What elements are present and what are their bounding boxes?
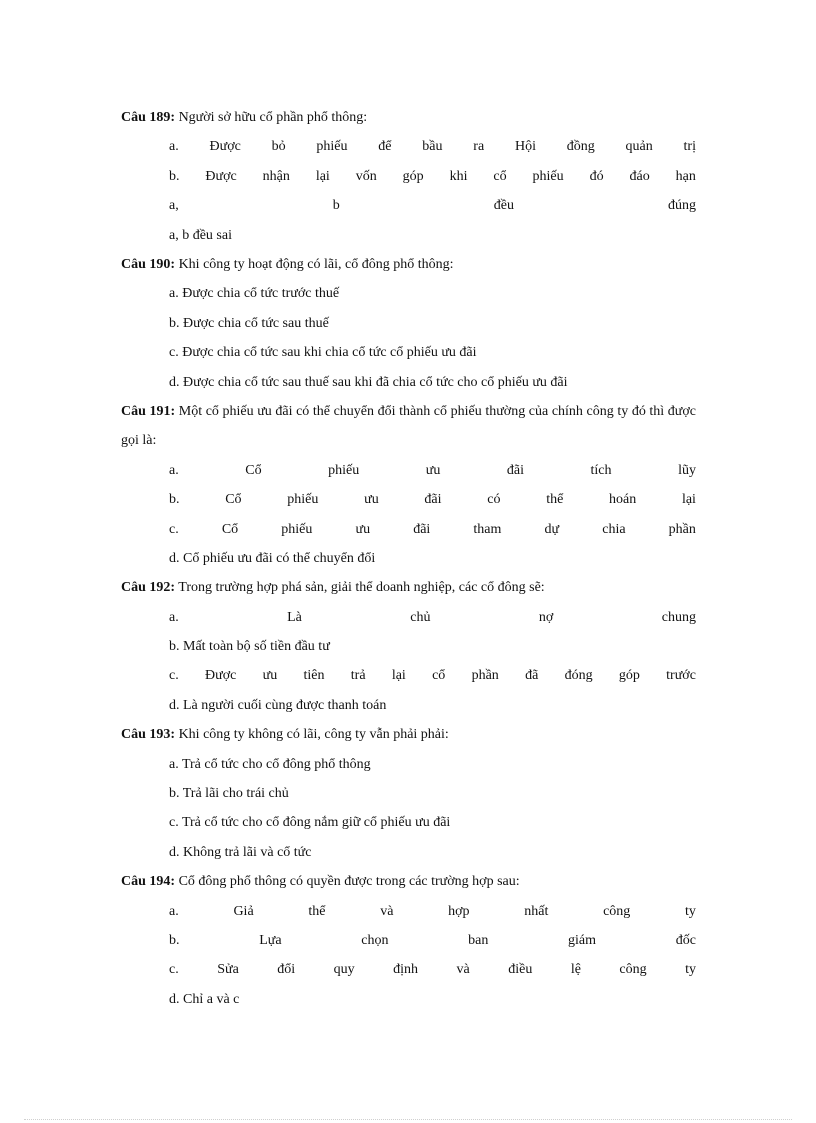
option-word: Là [287, 609, 302, 625]
answer-option [169, 456, 696, 485]
option-word: lại [391, 668, 406, 684]
question-list [121, 103, 696, 1014]
answer-option [169, 603, 696, 632]
option-word: cổ [493, 168, 507, 184]
option-word: chủ [410, 609, 431, 625]
option-word: ty [685, 962, 696, 978]
option-word: thể [308, 903, 326, 919]
option-word: ưu [364, 492, 379, 508]
page-bottom-divider [24, 1119, 792, 1120]
option-word: a. [169, 462, 179, 478]
option-word: có [487, 492, 501, 508]
option-word: Hội [514, 139, 536, 155]
option-word: ban [468, 932, 489, 948]
option-word: bầu [422, 139, 443, 155]
answer-option: c. Trả cổ tức cho cổ đông nắm giữ cổ phiếu ưu đãi [169, 815, 451, 831]
answer-option [169, 132, 696, 161]
answer-option [169, 897, 696, 926]
option-word: tham [473, 521, 502, 537]
option-word: phần [668, 521, 696, 537]
question-label: Câu 189: [121, 110, 176, 125]
option-word: trị [683, 139, 696, 155]
option-word: đáo [629, 168, 650, 184]
option-word: góp [618, 668, 640, 684]
answer-option [169, 485, 696, 514]
option-word: chọn [361, 932, 389, 948]
option-word: để [378, 139, 392, 155]
option-word: b. [169, 492, 180, 508]
option-word: định [393, 962, 419, 978]
option-word: ra [473, 139, 485, 155]
option-word: lại [315, 168, 330, 184]
option-word: Sửa [217, 962, 239, 978]
option-word: dự [544, 521, 560, 537]
option-word: phiếu [328, 462, 360, 478]
answer-option: d. Không trả lãi và cổ tức [169, 844, 312, 860]
answer-option: a, b đều sai [169, 227, 232, 243]
option-word: bỏ [271, 139, 286, 155]
option-word: quản [625, 139, 653, 155]
question-text: Khi công ty hoạt động có lãi, cổ đông phổ thông: [175, 256, 454, 272]
option-word: cổ [432, 668, 446, 684]
option-word: phần [471, 668, 499, 684]
option-word: Được [205, 668, 237, 684]
option-word: đãi [413, 521, 431, 537]
option-word: phiếu [316, 139, 348, 155]
answer-option [169, 926, 696, 955]
answer-option [169, 162, 696, 191]
option-word: Cổ [225, 492, 242, 508]
option-word: đều [493, 198, 514, 214]
option-word: và [456, 962, 470, 978]
option-word: đóng [564, 668, 593, 684]
answer-option: b. Mất toàn bộ số tiền đầu tư [169, 639, 330, 655]
option-word: điều [508, 962, 533, 978]
option-word: c. [169, 962, 179, 978]
option-word: ty [685, 903, 696, 919]
option-word: hạn [675, 168, 696, 184]
option-word: đổi [277, 962, 296, 978]
option-word: Được [205, 168, 237, 184]
question-189 [121, 103, 696, 132]
option-word: ưu [355, 521, 371, 537]
answer-option: b. Được chia cổ tức sau thuế [169, 315, 329, 331]
option-word: nợ [538, 609, 554, 625]
question-label: Câu 191: [121, 403, 176, 419]
option-word: Cổ [221, 521, 239, 537]
option-word: giám [568, 932, 597, 948]
answer-option [169, 191, 696, 220]
option-word: phiếu [532, 168, 564, 184]
option-word: b. [169, 932, 180, 948]
answer-option: c. Được chia cổ tức sau khi chia cổ tức cổ phiếu ưu đãi [169, 345, 477, 361]
option-word: b. [169, 168, 180, 184]
answer-option: a. Được chia cổ tức trước thuế [169, 286, 340, 302]
answer-option [169, 955, 696, 984]
option-word: Giả [233, 903, 254, 919]
question-192 [121, 573, 696, 602]
option-word: chia [602, 521, 626, 537]
option-word: phiếu [287, 492, 319, 508]
question-text: Một cổ phiếu ưu đãi có thể chuyển đổi thành cổ phiếu thường của chính công ty đó thì được gọi là: [121, 403, 696, 449]
answer-option: d. Chỉ a và c [169, 991, 240, 1007]
option-word: lệ [570, 962, 581, 978]
option-word: tiên [303, 668, 325, 684]
option-word: a. [169, 139, 179, 155]
question-label: Câu 193: [121, 727, 176, 743]
option-word: ưu [425, 462, 441, 478]
option-word: Lựa [259, 932, 282, 948]
answer-option: a. Trả cổ tức cho cổ đông phổ thông [169, 756, 371, 772]
question-191 [121, 397, 696, 456]
option-word: đã [525, 668, 539, 684]
answer-option: d. Được chia cổ tức sau thuế sau khi đã chia cổ tức cho cổ phiếu ưu đãi [169, 374, 568, 390]
question-194 [121, 867, 696, 896]
option-word: góp [402, 168, 424, 184]
option-word: hoán [609, 492, 637, 508]
option-word: a, [169, 198, 179, 214]
question-label: Câu 194: [121, 874, 176, 890]
question-text: Khi công ty không có lãi, công ty vẫn phải phải: [175, 727, 449, 743]
option-word: lại [681, 492, 696, 508]
option-word: chung [661, 609, 696, 625]
answer-option: d. Cổ phiếu ưu đãi có thể chuyển đổi [169, 550, 376, 566]
option-word: Được [209, 139, 241, 155]
option-word: ưu [262, 668, 278, 684]
option-word: a. [169, 609, 179, 625]
option-word: đó [589, 168, 604, 184]
option-word: c. [169, 521, 179, 537]
option-word: thể [546, 492, 564, 508]
option-word: công [619, 962, 647, 978]
option-word: đúng [667, 198, 696, 214]
question-text: Trong trường hợp phá sản, giải thể doanh nghiệp, các cổ đông sẽ: [175, 580, 545, 596]
option-word: trước [666, 668, 696, 684]
question-190 [121, 250, 696, 279]
option-word: c. [169, 668, 179, 684]
option-word: nhất [524, 903, 549, 919]
option-word: đốc [675, 932, 696, 948]
option-word: tích [590, 462, 612, 478]
option-word: lũy [678, 462, 696, 478]
option-word: đồng [566, 139, 595, 155]
option-word: khi [449, 168, 468, 184]
option-word: trả [350, 668, 366, 684]
option-word: b [332, 198, 340, 214]
answer-option [169, 515, 696, 544]
option-word: phiếu [281, 521, 313, 537]
question-label: Câu 192: [121, 580, 176, 596]
option-word: nhận [262, 168, 290, 184]
answer-option: b. Trả lãi cho trái chủ [169, 786, 289, 802]
option-word: a. [169, 903, 179, 919]
option-word: đãi [506, 462, 524, 478]
option-word: đãi [424, 492, 442, 508]
option-word: vốn [355, 168, 377, 184]
option-word: hợp [448, 903, 470, 919]
option-word: công [603, 903, 631, 919]
option-word: Cổ [245, 462, 262, 478]
answer-option: d. Là người cuối cùng được thanh toán [169, 697, 387, 713]
question-text: Cổ đông phổ thông có quyền được trong các trường hợp sau: [175, 874, 520, 890]
question-label: Câu 190: [121, 256, 176, 272]
question-text: Người sở hữu cổ phần phổ thông: [175, 110, 368, 125]
answer-option [169, 661, 696, 690]
option-word: và [380, 903, 394, 919]
option-word: quy [333, 962, 355, 978]
question-193 [121, 720, 696, 749]
